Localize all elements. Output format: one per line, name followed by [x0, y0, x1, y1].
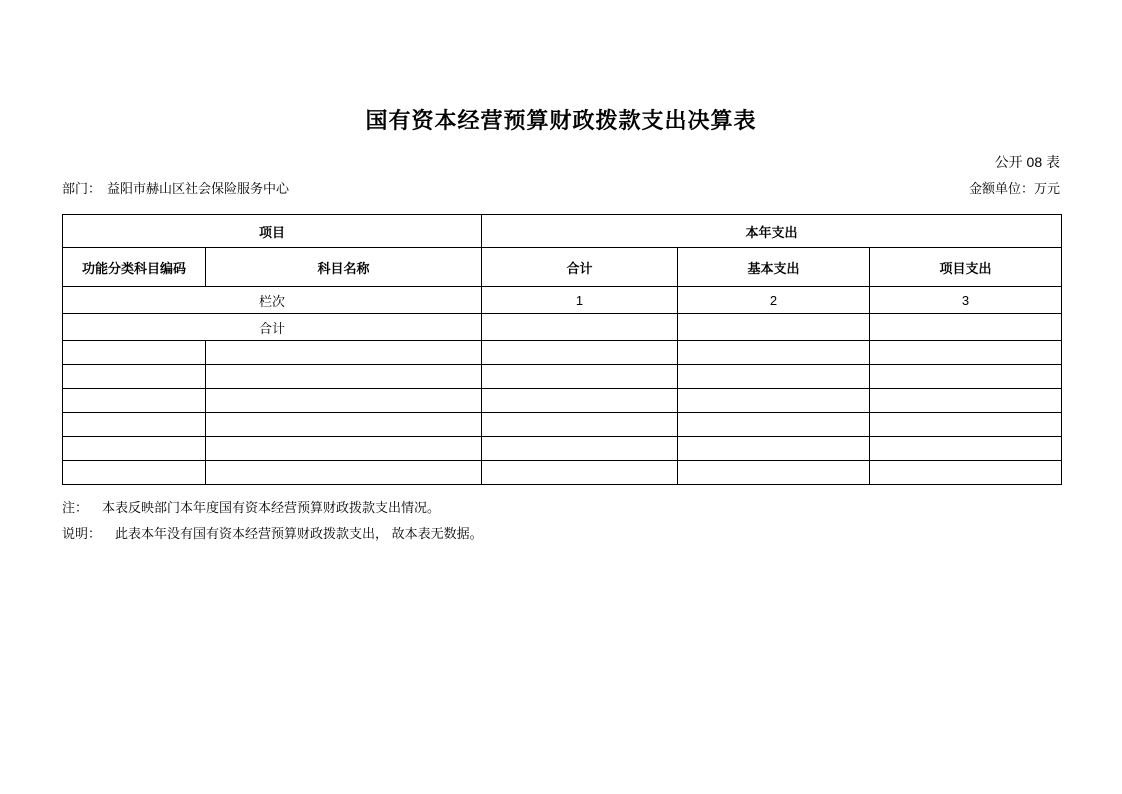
cell-code [63, 341, 206, 365]
cell-basic [678, 461, 870, 485]
cell-project [870, 341, 1062, 365]
cell-code [63, 437, 206, 461]
table-row [63, 341, 1062, 365]
cell-code [63, 389, 206, 413]
notes-block [62, 495, 483, 547]
header-year-expenditure-group: 本年支出 [482, 215, 1062, 248]
cell-name [206, 461, 482, 485]
budget-table [62, 214, 1062, 485]
note-row [62, 495, 483, 521]
note-text: 本表反映部门本年度国有资本经营预算财政拨款支出情况。 [102, 500, 441, 515]
cell-project [870, 389, 1062, 413]
header-col-subject-name: 科目名称 [206, 248, 482, 287]
explanation-row [62, 521, 483, 547]
cell-code [63, 413, 206, 437]
cell-basic [678, 437, 870, 461]
total-row-total [482, 314, 678, 341]
total-row-label: 合计 [63, 314, 482, 341]
cell-total [482, 413, 678, 437]
header-col-basic-expenditure: 基本支出 [678, 248, 870, 287]
explanation-label: 说明： [62, 526, 102, 541]
cell-total [482, 461, 678, 485]
cell-total [482, 341, 678, 365]
table-row [63, 287, 1062, 314]
cell-code [63, 461, 206, 485]
cell-total [482, 437, 678, 461]
table-row [63, 365, 1062, 389]
note-label: 注： [62, 500, 89, 515]
cell-project [870, 413, 1062, 437]
table-header-row [63, 248, 1062, 287]
cell-code [63, 365, 206, 389]
department-label: 部门： [62, 181, 102, 196]
table-row [63, 314, 1062, 341]
cell-basic [678, 365, 870, 389]
header-col-total: 合计 [482, 248, 678, 287]
header-item-group: 项目 [63, 215, 482, 248]
total-row-basic [678, 314, 870, 341]
total-row-project [870, 314, 1062, 341]
department-line [62, 178, 289, 197]
header-col-function-code: 功能分类科目编码 [63, 248, 206, 287]
table-row [63, 389, 1062, 413]
column-index-2: 2 [678, 287, 870, 314]
department-value: 益阳市赫山区社会保险服务中心 [107, 181, 290, 196]
cell-total [482, 389, 678, 413]
header-col-project-expenditure: 项目支出 [870, 248, 1062, 287]
cell-basic [678, 389, 870, 413]
column-index-label: 栏次 [63, 287, 482, 314]
cell-name [206, 437, 482, 461]
cell-total [482, 365, 678, 389]
cell-basic [678, 341, 870, 365]
cell-project [870, 365, 1062, 389]
page-title: 国有资本经营预算财政拨款支出决算表 [365, 108, 757, 133]
table-row [63, 461, 1062, 485]
column-index-3: 3 [870, 287, 1062, 314]
cell-name [206, 389, 482, 413]
cell-project [870, 461, 1062, 485]
cell-project [870, 437, 1062, 461]
cell-name [206, 341, 482, 365]
cell-name [206, 413, 482, 437]
cell-basic [678, 413, 870, 437]
table-header-group-row [63, 215, 1062, 248]
table-row [63, 437, 1062, 461]
cell-name [206, 365, 482, 389]
form-code: 公开 08 表 [994, 154, 1060, 170]
amount-unit: 金额单位：万元 [968, 181, 1060, 196]
explanation-text: 此表本年没有国有资本经营预算财政拨款支出， 故本表无数据。 [115, 526, 483, 541]
column-index-1: 1 [482, 287, 678, 314]
table-row [63, 413, 1062, 437]
